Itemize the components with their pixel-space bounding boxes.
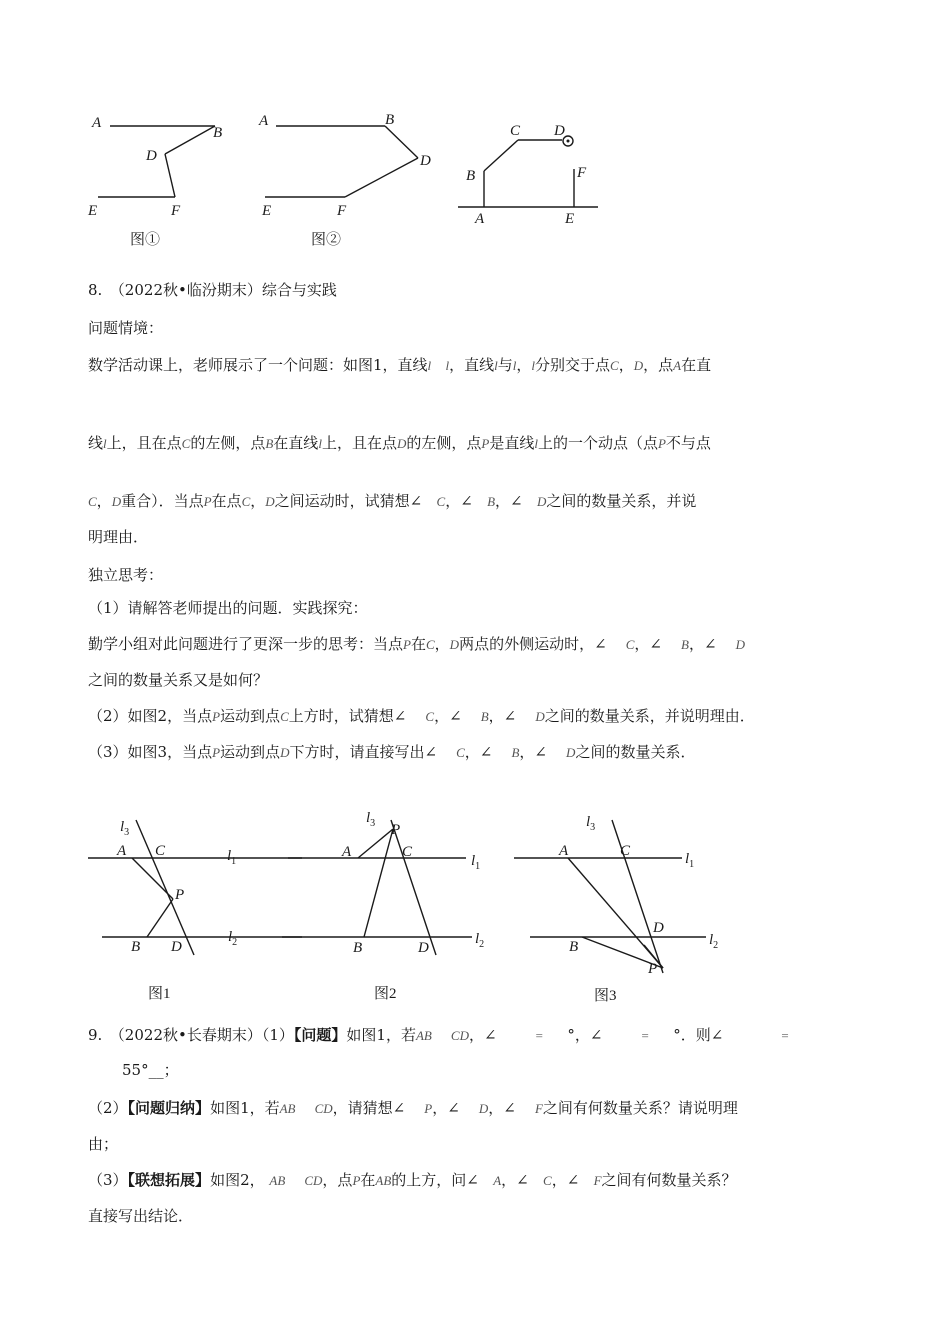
math-P: P [212, 745, 221, 760]
text: l [685, 851, 690, 867]
text: 的左侧，点 [406, 434, 482, 452]
math-C: C [425, 709, 435, 724]
text: 【联想拓展】 [127, 1171, 211, 1189]
text: （3） [88, 1171, 128, 1189]
text: 9. （2022秋•长春期末）（1） [88, 1026, 294, 1044]
m1-label-A: A [117, 843, 127, 859]
m3-label-l1 [685, 851, 694, 870]
text: ，∠ [468, 1026, 497, 1044]
text: l [709, 932, 714, 948]
m2-label-A: A [342, 844, 352, 860]
m2-label-l1 [471, 853, 480, 872]
text: 在直 [681, 356, 712, 374]
math-F: F [534, 1101, 543, 1116]
text: （2） [88, 1099, 128, 1117]
math-F: F [593, 1173, 602, 1188]
math-D: D [735, 637, 746, 652]
m2-caption: 图2 [374, 986, 397, 1002]
m2-label-D: D [418, 940, 429, 956]
text: 【问题归纳】 [127, 1099, 211, 1117]
math-A: A [493, 1173, 502, 1188]
q8-para-6: 之间的数量关系又是如何？ [88, 671, 269, 689]
text: 如图2， [210, 1171, 265, 1189]
text: 上的一个动点（点 [537, 434, 658, 452]
text: 在 [410, 635, 426, 653]
fig1-label-F: F [171, 203, 181, 219]
text: ，∠ [434, 707, 462, 725]
math-AB: AB [415, 1028, 432, 1043]
text: 线 [88, 434, 104, 452]
m3-label-D: D [653, 920, 664, 936]
m1-label-l1 [227, 848, 236, 867]
text: 之间有何数量关系？ [601, 1171, 737, 1189]
subscript: 1 [231, 856, 237, 867]
subscript: 3 [124, 827, 130, 838]
m1-label-l2 [228, 929, 237, 948]
fig1-label-D: D [146, 148, 157, 164]
subscript: 2 [713, 940, 719, 951]
math-D: D [396, 436, 407, 451]
q8-para-1: 数学活动课上，老师展示了一个问题：如图1，直线l l，直线l与l，l分别交于点C，D，点A在直 [88, 356, 712, 374]
text: 分别交于点 [535, 356, 611, 374]
m1-label-P: P [175, 887, 185, 903]
text: l [586, 814, 591, 830]
math-equals: = [534, 1028, 544, 1043]
text: l [366, 810, 371, 826]
text: 如图1，若 [210, 1099, 280, 1117]
text: ，∠ [488, 1099, 516, 1117]
text: l [471, 853, 476, 869]
fig1-label-E: E [88, 203, 98, 219]
text: ，点 [322, 1171, 353, 1189]
math-l2: l [318, 436, 322, 451]
math-C: C [456, 745, 465, 760]
q9-para-6: 直接写出结论． [88, 1207, 194, 1225]
math-B: B [487, 494, 496, 509]
math-D: D [449, 637, 460, 652]
text: 的左侧，点 [190, 434, 266, 452]
math-CD: CD [304, 1173, 323, 1188]
fig3-label-A: A [475, 211, 485, 227]
math-l3: l [534, 436, 538, 451]
m1-label-l3 [120, 819, 129, 838]
text: 之间运动时，试猜想∠ [274, 492, 423, 510]
text: （3）如图3，当点 [88, 743, 213, 761]
m1-label-C: C [155, 843, 166, 859]
text: ， [250, 492, 266, 510]
math-P: P [424, 1101, 433, 1116]
math-B: B [681, 637, 689, 652]
text: 数学活动课上，老师展示了一个问题：如图1，直线 [88, 356, 428, 374]
text: ， [618, 356, 634, 374]
subscript: 2 [232, 937, 238, 948]
math-CD: CD [314, 1101, 333, 1116]
q8-sub-1: （1）请解答老师提出的问题．实践探究： [88, 599, 368, 617]
math-P: P [403, 637, 411, 652]
text: °，∠ [567, 1026, 603, 1044]
q8-sub-2 [88, 706, 755, 727]
math-P: P [212, 709, 221, 724]
math-D: D [111, 494, 122, 509]
m1-caption: 图1 [148, 986, 171, 1002]
subscript: 2 [479, 939, 485, 950]
m2-label-l3 [366, 810, 375, 829]
m3-caption: 图3 [594, 988, 617, 1004]
math-C: C [88, 494, 97, 509]
math-D: D [566, 745, 576, 760]
math-D: D [535, 709, 545, 724]
math-l3: l [494, 358, 498, 373]
math-l5: l [531, 358, 536, 373]
math-D: D [478, 1101, 489, 1116]
math-l4: l [512, 358, 517, 373]
text: 不与点 [665, 434, 711, 452]
text: ，∠ [488, 707, 517, 725]
q8-header: 8. （2022秋•临汾期末）综合与实践 [88, 281, 337, 299]
text: 在点 [211, 492, 242, 510]
subscript: 3 [370, 818, 376, 829]
text: l [475, 931, 480, 947]
fig1-label-A: A [92, 115, 102, 131]
text: 下方时，请直接写出∠ [289, 743, 438, 761]
fig2-label-A: A [259, 113, 269, 129]
subscript: 1 [475, 861, 481, 872]
q9-para-5 [88, 1170, 737, 1191]
text: ，∠ [464, 743, 493, 761]
mid-figures [80, 805, 740, 1010]
math-B: B [511, 745, 520, 760]
math-P: P [352, 1173, 361, 1188]
m3-label-l3 [586, 814, 595, 833]
q9-para-4: 由； [88, 1135, 119, 1153]
text: 的上方，问∠ [391, 1171, 479, 1189]
math-C: C [436, 494, 446, 509]
fig2-caption: 图② [311, 232, 342, 248]
text: 如图1，若 [346, 1026, 416, 1044]
fig3-label-B: B [466, 168, 476, 184]
text: ， [434, 635, 450, 653]
m3-label-P: P [648, 961, 658, 977]
fig2-label-D: D [420, 153, 431, 169]
q8-para-3 [88, 491, 696, 512]
q8-para-5 [88, 634, 745, 655]
text: l [120, 819, 125, 835]
fig1-caption: 图① [130, 232, 161, 248]
text: 之间的数量关系． [575, 743, 696, 761]
math-C: C [625, 637, 635, 652]
math-C: C [610, 358, 619, 373]
q8-para-2 [88, 433, 711, 454]
m3-label-C: C [620, 843, 631, 859]
text: 【问题】 [293, 1026, 347, 1044]
math-C: C [241, 494, 251, 509]
math-equals: = [640, 1028, 650, 1043]
text: 勤学小组对此问题进行了更深一步的思考：当点 [88, 635, 404, 653]
text: ，∠ [432, 1099, 460, 1117]
math-P: P [481, 436, 490, 451]
text: ，点 [643, 356, 674, 374]
m2-label-B: B [353, 940, 363, 956]
q8-para-4: 明理由． [88, 528, 149, 546]
text: ，∠ [689, 635, 717, 653]
math-P: P [203, 494, 212, 509]
math-C: C [280, 709, 289, 724]
math-AB: AB [269, 1173, 286, 1188]
q8-think: 独立思考： [88, 566, 164, 584]
text: 上，且在点 [321, 434, 397, 452]
math-AB: AB [279, 1101, 296, 1116]
math-equals: = [780, 1028, 790, 1043]
math-B: B [480, 709, 489, 724]
mid-figure-1 [88, 820, 302, 955]
text: ， [96, 492, 112, 510]
text: °．则∠ [673, 1026, 724, 1044]
math-A: A [673, 358, 682, 373]
text: 两点的外侧运动时，∠ [459, 635, 607, 653]
text: 在 [360, 1171, 376, 1189]
text: 上方时，试猜想∠ [288, 707, 407, 725]
math-P: P [657, 436, 666, 451]
text: 在直线 [273, 434, 319, 452]
text: ，∠ [495, 492, 523, 510]
text: 之间有何数量关系？请说明理 [542, 1099, 738, 1117]
text: 是直线 [489, 434, 535, 452]
text: 之间的数量关系，并说 [546, 492, 697, 510]
text: 与 [497, 356, 513, 374]
math-D: D [280, 745, 290, 760]
m1-label-B: B [131, 939, 141, 955]
q8-sub-3 [88, 742, 695, 763]
math-C: C [543, 1173, 552, 1188]
text: ，∠ [519, 743, 547, 761]
text: 重合）．当点 [121, 492, 204, 510]
math-C: C [425, 637, 435, 652]
math-l2: l [445, 358, 450, 373]
text: 之间的数量关系，并说明理由． [544, 707, 755, 725]
m3-label-A: A [559, 843, 569, 859]
math-D: D [265, 494, 275, 509]
m2-label-l2 [475, 931, 484, 950]
fig3-label-C: C [510, 123, 521, 139]
text: ，∠ [445, 492, 473, 510]
fig3-label-F: F [577, 165, 587, 181]
text: 上，且在点 [106, 434, 182, 452]
fig3-point-dot [567, 140, 570, 143]
m2-label-P: P [391, 822, 401, 838]
m3-label-B: B [569, 939, 579, 955]
text: l [228, 929, 233, 945]
m1-label-D: D [171, 939, 182, 955]
fig2-label-B: B [385, 112, 395, 128]
q9-para-3 [88, 1098, 738, 1119]
math-l: l [103, 436, 107, 451]
fig3-label-D: D [554, 123, 565, 139]
text: l [227, 848, 232, 864]
q9-para-1 [88, 1025, 789, 1046]
mid-figure-2 [282, 820, 472, 955]
mid-figure-3 [514, 820, 706, 973]
q8-situation: 问题情境： [88, 319, 164, 337]
text: （2）如图2，当点 [88, 707, 213, 725]
text: 运动到点 [220, 743, 281, 761]
text: ，直线 [449, 356, 495, 374]
text: ，∠ [551, 1171, 580, 1189]
math-AB: AB [375, 1173, 392, 1188]
math-D: D [536, 494, 547, 509]
math-l1: l [427, 358, 432, 373]
top-figures [80, 105, 620, 255]
math-C: C [181, 436, 191, 451]
fig2-label-E: E [262, 203, 272, 219]
text: ，∠ [634, 635, 662, 653]
m2-label-C: C [402, 844, 413, 860]
fig2-label-F: F [337, 203, 347, 219]
figure-2 [265, 126, 418, 197]
text: 运动到点 [220, 707, 281, 725]
math-CD: CD [450, 1028, 469, 1043]
text: ，请猜想∠ [332, 1099, 406, 1117]
fig3-label-E: E [565, 211, 575, 227]
subscript: 3 [590, 822, 596, 833]
text: ，∠ [501, 1171, 529, 1189]
fig1-label-B: B [213, 125, 223, 141]
q9-para-2: 55°__； [122, 1061, 179, 1079]
math-D: D [633, 358, 644, 373]
m3-label-l2 [709, 932, 718, 951]
math-B: B [265, 436, 274, 451]
subscript: 1 [689, 859, 695, 870]
